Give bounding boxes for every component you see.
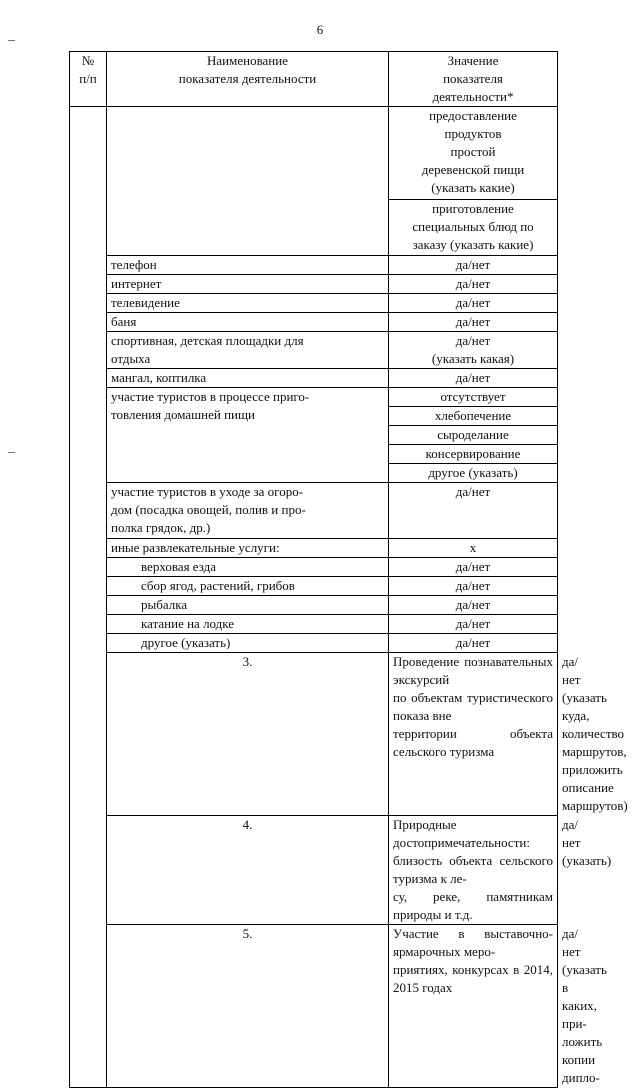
name-cell: телевидение (107, 294, 389, 313)
header-value: Значение показателя деятельности* (389, 52, 558, 107)
value-cell: да/нет (389, 256, 558, 275)
table-header-row (70, 52, 558, 107)
name-cell: участие туристов в уходе за огоро- дом (посадка овощей, полив и про- полка грядок, др.) (107, 483, 389, 539)
margin-mark (8, 40, 15, 41)
number-cell (70, 107, 107, 1088)
name-cell: мангал, коптилка (107, 369, 389, 388)
table-row (70, 577, 558, 596)
table-row (70, 539, 558, 558)
name-cell: сбор ягод, растений, грибов (107, 577, 389, 596)
table-row (70, 596, 558, 615)
table-row (70, 634, 558, 653)
value-cell: х (389, 539, 558, 558)
value-cell: да/нет (указать какая) (389, 332, 558, 369)
value-cell: отсутствует (389, 388, 558, 407)
value-cell: приготовление специальных блюд по заказу (указать какие) (389, 200, 558, 256)
name-cell (107, 107, 389, 256)
table-row (70, 615, 558, 634)
name-cell: телефон (107, 256, 389, 275)
table-row (70, 107, 558, 200)
value-cell: да/нет (389, 615, 558, 634)
number-cell: 3. (107, 653, 389, 816)
value-cell: сыроделание (389, 426, 558, 445)
name-cell: катание на лодке (107, 615, 389, 634)
table-row (70, 369, 558, 388)
value-cell: да/нет (389, 369, 558, 388)
value-cell: да/нет (389, 313, 558, 332)
value-cell: да/нет (389, 634, 558, 653)
table-row (70, 256, 558, 275)
header-number: № п/п (70, 52, 107, 107)
value-cell: да/нет (389, 483, 558, 539)
table-row (70, 558, 558, 577)
table-row (70, 332, 558, 369)
page-number: 6 (316, 22, 324, 37)
table-row (70, 483, 558, 539)
value-cell: хлебопечение (389, 407, 558, 426)
name-cell: Проведение познавательных экскурсий по объектам туристического показа вне территории объекта сельского туризма (389, 653, 558, 816)
number-cell: 4. (107, 816, 389, 925)
table-row (70, 294, 558, 313)
name-cell: баня (107, 313, 389, 332)
table-row: 5. Участие в выставочно-ярмарочных меро- приятиях, конкурсах в 2014, 2015 годах да/нет (указать в каких, при- ложить копии дипло- (70, 925, 558, 1088)
name-cell: верховая езда (107, 558, 389, 577)
margin-mark (8, 452, 15, 453)
value-cell: да/нет (389, 577, 558, 596)
value-cell: консервирование (389, 445, 558, 464)
indicators-table (69, 51, 628, 1088)
name-cell: рыбалка (107, 596, 389, 615)
name-cell: спортивная, детская площадки для отдыха (107, 332, 389, 369)
value-cell: предоставление продуктов простой деревенской пищи (указать какие) (389, 107, 558, 200)
header-name: Наименование показателя деятельности (107, 52, 389, 107)
table-row (70, 275, 558, 294)
value-cell: да/нет (389, 596, 558, 615)
name-cell: Природные достопримечательности: близость объекта сельского туризма к ле- су, реке, памятникам природы и т.д. (389, 816, 558, 925)
value-cell: да/нет (389, 558, 558, 577)
value-cell: другое (указать) (389, 464, 558, 483)
name-cell: интернет (107, 275, 389, 294)
table-row: 4. Природные достопримечательности: близость объекта сельского туризма к ле- су, реке, памятникам природы и т.д. да/нет (указать) (70, 816, 558, 925)
value-cell: да/нет (389, 294, 558, 313)
number-cell: 5. (107, 925, 389, 1088)
table-row: 3. Проведение познавательных экскурсий по объектам туристического показа вне территории объекта сельского туризма да/нет (указать куда, количество маршрутов, приложить описание маршрутов) (70, 653, 558, 816)
name-cell: другое (указать) (107, 634, 389, 653)
value-cell: да/нет (389, 275, 558, 294)
table-row (70, 313, 558, 332)
table-row (70, 388, 558, 407)
name-cell: участие туристов в процессе приго- товления домашней пищи (107, 388, 389, 483)
name-cell: Участие в выставочно-ярмарочных меро- приятиях, конкурсах в 2014, 2015 годах (389, 925, 558, 1088)
name-cell: иные развлекательные услуги: (107, 539, 389, 558)
